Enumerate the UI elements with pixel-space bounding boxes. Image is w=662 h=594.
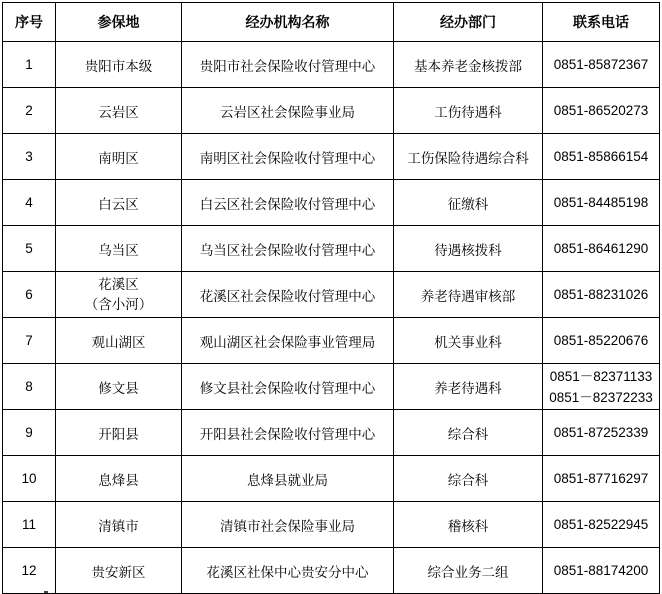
table-row xyxy=(3,502,660,548)
header-org: 经办机构名称 xyxy=(182,3,394,42)
row-org: 乌当区社会保险收付管理中心 xyxy=(182,226,394,272)
agency-contact-table-wrapper xyxy=(2,2,659,594)
table-row xyxy=(3,226,660,272)
row-phone: 0851-88231026 xyxy=(543,272,660,318)
row-org: 云岩区社会保险事业局 xyxy=(182,88,394,134)
header-place: 参保地 xyxy=(56,3,182,42)
row-place xyxy=(56,272,182,318)
row-no: 7 xyxy=(3,318,56,364)
table-row xyxy=(3,456,660,502)
row-org: 清镇市社会保险事业局 xyxy=(182,502,394,548)
row-no: 12 xyxy=(3,548,56,594)
row-dept: 综合科 xyxy=(394,456,543,502)
row-place: 贵阳市本级 xyxy=(56,42,182,88)
row-no: 8 xyxy=(3,364,56,410)
table-row xyxy=(3,364,660,410)
row-place: 清镇市 xyxy=(56,502,182,548)
row-org: 修文县社会保险收付管理中心 xyxy=(182,364,394,410)
row-org: 观山湖区社会保险事业管理局 xyxy=(182,318,394,364)
row-phone xyxy=(543,364,660,410)
row-place: 南明区 xyxy=(56,134,182,180)
row-org: 花溪区社保中心贵安分中心 xyxy=(182,548,394,594)
row-org: 南明区社会保险收付管理中心 xyxy=(182,134,394,180)
row-org: 息烽县就业局 xyxy=(182,456,394,502)
row-dept: 工伤保险待遇综合科 xyxy=(394,134,543,180)
row-no: 5 xyxy=(3,226,56,272)
row-place-line2: （含小河） xyxy=(84,296,153,313)
row-dept: 征缴科 xyxy=(394,180,543,226)
row-dept: 基本养老金核拨部 xyxy=(394,42,543,88)
row-no: 6 xyxy=(3,272,56,318)
row-dept: 综合业务二组 xyxy=(394,548,543,594)
table-row xyxy=(3,42,660,88)
table-row xyxy=(3,180,660,226)
row-phone-line1: 0851－82371133 xyxy=(549,368,653,384)
row-dept: 养老待遇科 xyxy=(394,364,543,410)
table-row xyxy=(3,548,660,594)
row-no: 10 xyxy=(3,456,56,502)
agency-contact-table xyxy=(2,2,660,594)
row-phone: 0851-87716297 xyxy=(543,456,660,502)
page-edge-mark xyxy=(44,591,48,593)
row-no: 9 xyxy=(3,410,56,456)
row-place: 开阳县 xyxy=(56,410,182,456)
row-place: 贵安新区 xyxy=(56,548,182,594)
row-phone: 0851-86520273 xyxy=(543,88,660,134)
row-place: 云岩区 xyxy=(56,88,182,134)
row-org: 花溪区社会保险收付管理中心 xyxy=(182,272,394,318)
row-phone: 0851-87252339 xyxy=(543,410,660,456)
table-row xyxy=(3,318,660,364)
row-dept: 工伤待遇科 xyxy=(394,88,543,134)
row-place: 乌当区 xyxy=(56,226,182,272)
row-dept: 综合科 xyxy=(394,410,543,456)
row-place: 息烽县 xyxy=(56,456,182,502)
row-phone: 0851-84485198 xyxy=(543,180,660,226)
row-phone: 0851-85866154 xyxy=(543,134,660,180)
table-row xyxy=(3,272,660,318)
row-phone: 0851-86461290 xyxy=(543,226,660,272)
table-header-row xyxy=(3,3,660,42)
row-no: 4 xyxy=(3,180,56,226)
table-row xyxy=(3,410,660,456)
header-no: 序号 xyxy=(3,3,56,42)
row-dept: 机关事业科 xyxy=(394,318,543,364)
row-dept: 养老待遇审核部 xyxy=(394,272,543,318)
row-phone: 0851-85872367 xyxy=(543,42,660,88)
row-phone-line2: 0851－82372233 xyxy=(549,389,653,405)
header-dept: 经办部门 xyxy=(394,3,543,42)
row-place: 修文县 xyxy=(56,364,182,410)
row-place-line1: 花溪区 xyxy=(98,276,139,293)
table-row xyxy=(3,88,660,134)
row-org: 贵阳市社会保险收付管理中心 xyxy=(182,42,394,88)
header-phone: 联系电话 xyxy=(543,3,660,42)
row-dept: 稽核科 xyxy=(394,502,543,548)
row-phone: 0851-82522945 xyxy=(543,502,660,548)
row-org: 白云区社会保险收付管理中心 xyxy=(182,180,394,226)
row-no: 2 xyxy=(3,88,56,134)
row-no: 11 xyxy=(3,502,56,548)
row-place: 白云区 xyxy=(56,180,182,226)
row-dept: 待遇核拨科 xyxy=(394,226,543,272)
row-no: 3 xyxy=(3,134,56,180)
row-place: 观山湖区 xyxy=(56,318,182,364)
table-row xyxy=(3,134,660,180)
row-org: 开阳县社会保险收付管理中心 xyxy=(182,410,394,456)
row-phone: 0851-88174200 xyxy=(543,548,660,594)
row-phone: 0851-85220676 xyxy=(543,318,660,364)
row-no: 1 xyxy=(3,42,56,88)
